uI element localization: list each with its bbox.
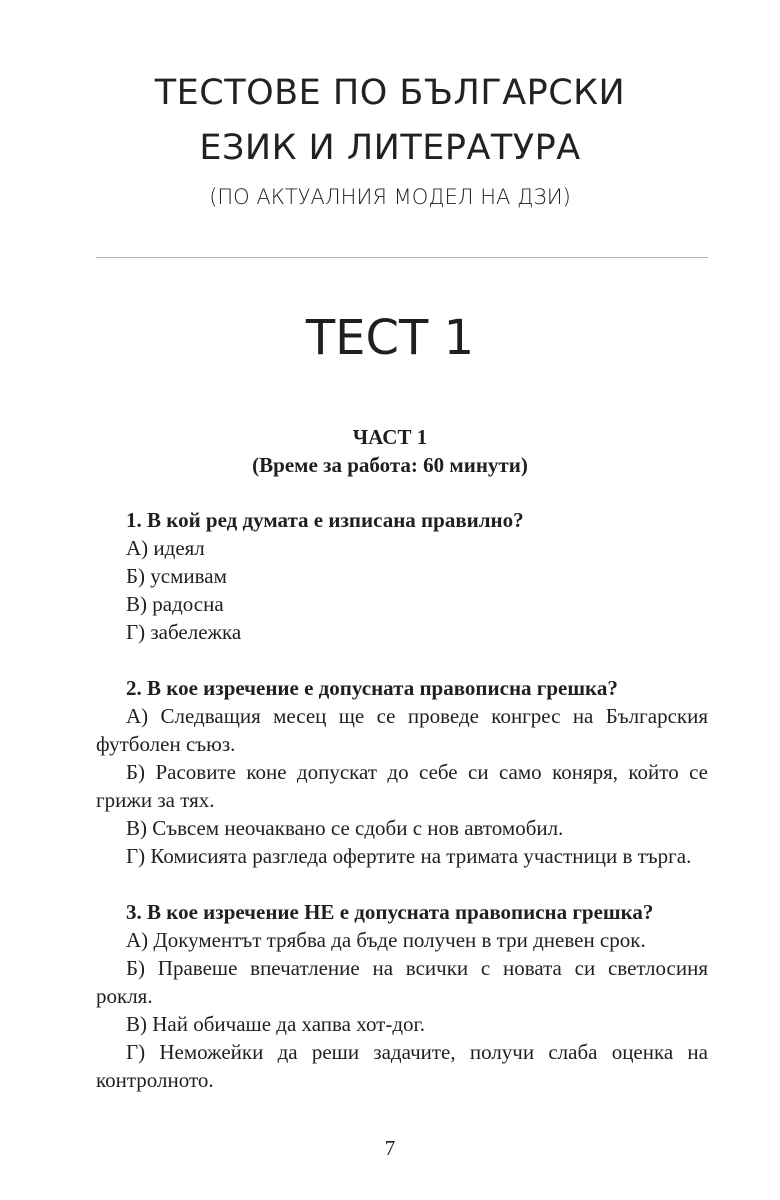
part-title: ЧАСТ 1 (352, 425, 428, 449)
test-title: ТЕСТ 1 (305, 310, 475, 366)
part-time: (Време за работа: 60 минути) (252, 453, 528, 477)
answer-option: А) Документът трябва да бъде получен в три дневен срок. (126, 928, 646, 952)
answer-option: А) Следващия месец ще се проведе конгрес на Българския футболен съюз. (96, 704, 708, 756)
answer-option: Г) Комисията разгледа офертите на тримата участници в търга. (126, 844, 692, 868)
question-1 (96, 506, 708, 646)
answer-option: А) идеял (126, 536, 205, 560)
book-title-line-1: ТЕСТОВЕ ПО БЪЛГАРСКИ (154, 73, 626, 113)
answer-option: В) Съвсем неочаквано се сдоби с нов автомобил. (126, 816, 564, 840)
part-heading (0, 423, 780, 479)
answer-option: Г) Неможейки да реши задачите, получи слаба оценка на контролното. (96, 1040, 708, 1092)
question-3 (96, 898, 708, 1094)
answer-option: Б) Расовите коне допускат до себе си само коняря, който се грижи за тях. (96, 760, 708, 812)
question-text: 1. В кой ред думата е изписана правилно? (126, 508, 524, 532)
questions-list (96, 506, 708, 1122)
answer-option: В) Най обичаше да хапва хот-дог. (126, 1012, 426, 1036)
answer-option: Б) Правеше впечатление на всички с новата си светлосиня рокля. (96, 956, 708, 1008)
answer-option: Г) забележка (126, 620, 242, 644)
question-text: 2. В кое изречение е допусната правописна грешка? (126, 676, 618, 700)
header-divider (96, 257, 708, 258)
answer-option: В) радосна (126, 592, 224, 616)
page-number: 7 (384, 1136, 396, 1160)
book-subtitle: (ПО АКТУАЛНИЯ МОДЕЛ НА ДЗИ) (209, 185, 571, 209)
book-title-line-2: ЕЗИК И ЛИТЕРАТУРА (199, 128, 581, 168)
question-text: 3. В кое изречение НЕ е допусната правописна грешка? (126, 900, 654, 924)
answer-option: Б) усмивам (126, 564, 227, 588)
page-header (0, 66, 780, 212)
question-2 (96, 674, 708, 870)
